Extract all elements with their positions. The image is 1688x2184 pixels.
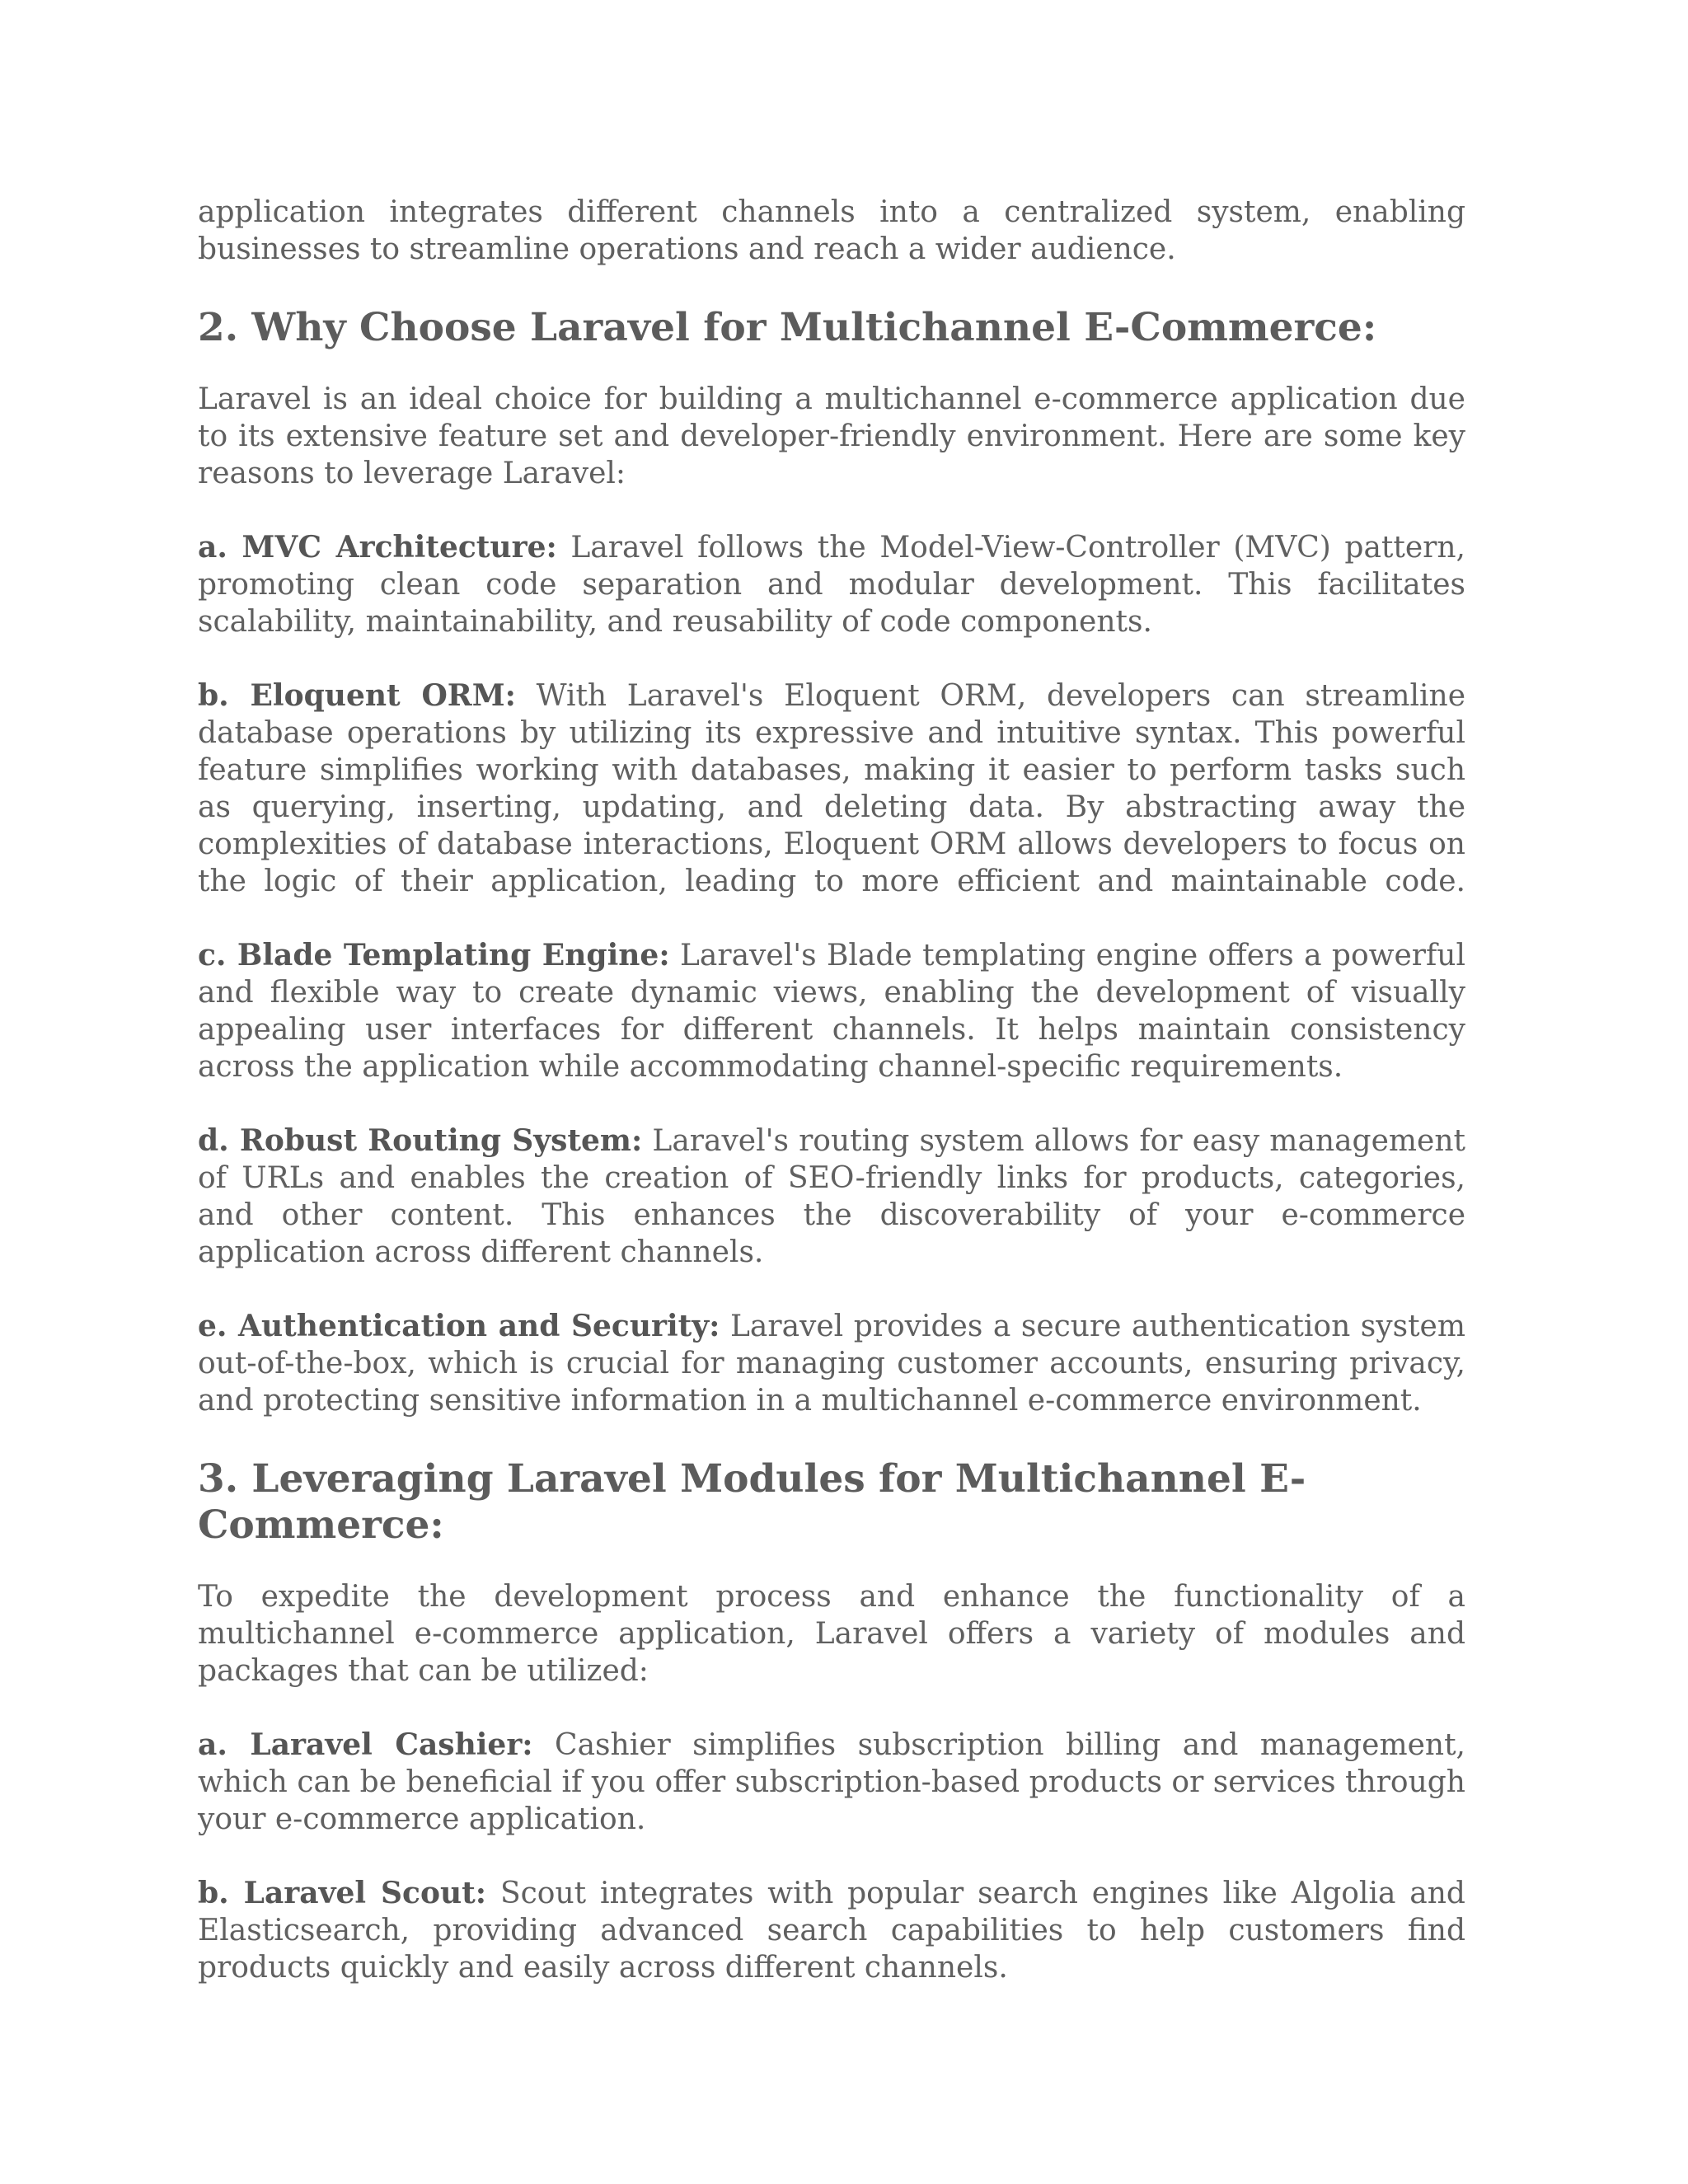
item-text: Laravel's routing system allows for easy management of URLs and enables the creation of SEO-friendly links for products, categories, and other content. This enhances the discoverability of your e-commerce application across different channels. [198, 1124, 1466, 1269]
section-2-item-blade [198, 937, 1465, 1085]
item-text: Laravel follows the Model-View-Controller (MVC) pattern, promoting clean code separation and modular development. This facilitates scalability, maintainability, and reusability of code components. [198, 531, 1465, 639]
item-term: b. Laravel Scout: [198, 1876, 487, 1910]
item-text: Scout integrates with popular search engines like Algolia and Elasticsearch, providing advanced search capabilities to help customers find products quickly and easily across different channels. [198, 1877, 1465, 1985]
item-term: a. Laravel Cashier: [198, 1727, 533, 1762]
section-2-item-routing [198, 1122, 1465, 1271]
item-term: d. Robust Routing System: [198, 1123, 643, 1158]
intro-continued-paragraph: application integrates different channels into a centralized system, enabling businesses to streamline operations and reach a wider audience. [198, 195, 1465, 266]
section-2-item-auth [198, 1308, 1465, 1419]
section-2-intro: Laravel is an ideal choice for building a multichannel e-commerce application due to its extensive feature set and developer-friendly environment. Here are some key reasons to leverage Laravel: [198, 382, 1465, 490]
section-3-intro: To expedite the development process and enhance the functionality of a multichannel e-commerce application, Laravel offers a variety of modules and packages that can be utilized: [198, 1580, 1465, 1688]
item-term: c. Blade Templating Engine: [198, 938, 670, 972]
section-2-item-eloquent [198, 677, 1465, 900]
section-3-item-cashier [198, 1727, 1465, 1838]
item-term: b. Eloquent ORM: [198, 678, 516, 713]
item-text: Cashier simplifies subscription billing and management, which can be beneficial if you offer subscription-based products or services through your e-commerce application. [198, 1728, 1465, 1836]
section-2-heading: 2. Why Choose Laravel for Multichannel E-Commerce: [198, 305, 1377, 350]
section-2-item-mvc [198, 529, 1465, 640]
item-term: e. Authentication and Security: [198, 1309, 720, 1343]
section-3-item-scout [198, 1875, 1465, 1986]
item-text: Laravel's Blade templating engine offers a powerful and flexible way to create dynamic views, enabling the development of visually appealing user interfaces for different channels. It helps maintain consistency across the application while accommodating channel-specific requirements. [198, 939, 1465, 1084]
item-text: With Laravel's Eloquent ORM, developers can streamline database operations by utilizing its expressive and intuitive syntax. This powerful feature simplifies working with databases, making it easier to perform tasks such as querying, inserting, updating, and deleting data. By abstracting away the complexities of database interactions, Eloquent ORM allows developers to focus on the logic of their application, leading to more efficient and maintainable code. [198, 679, 1466, 898]
item-term: a. MVC Architecture: [198, 530, 557, 565]
item-text: Laravel provides a secure authentication system out-of-the-box, which is crucial for managing customer accounts, ensuring privacy, and protecting sensitive information in a multichannel e-commerce environment. [198, 1310, 1465, 1418]
section-3-heading: 3. Leveraging Laravel Modules for Multichannel E-Commerce: [198, 1456, 1306, 1548]
document-page [198, 194, 1465, 2023]
